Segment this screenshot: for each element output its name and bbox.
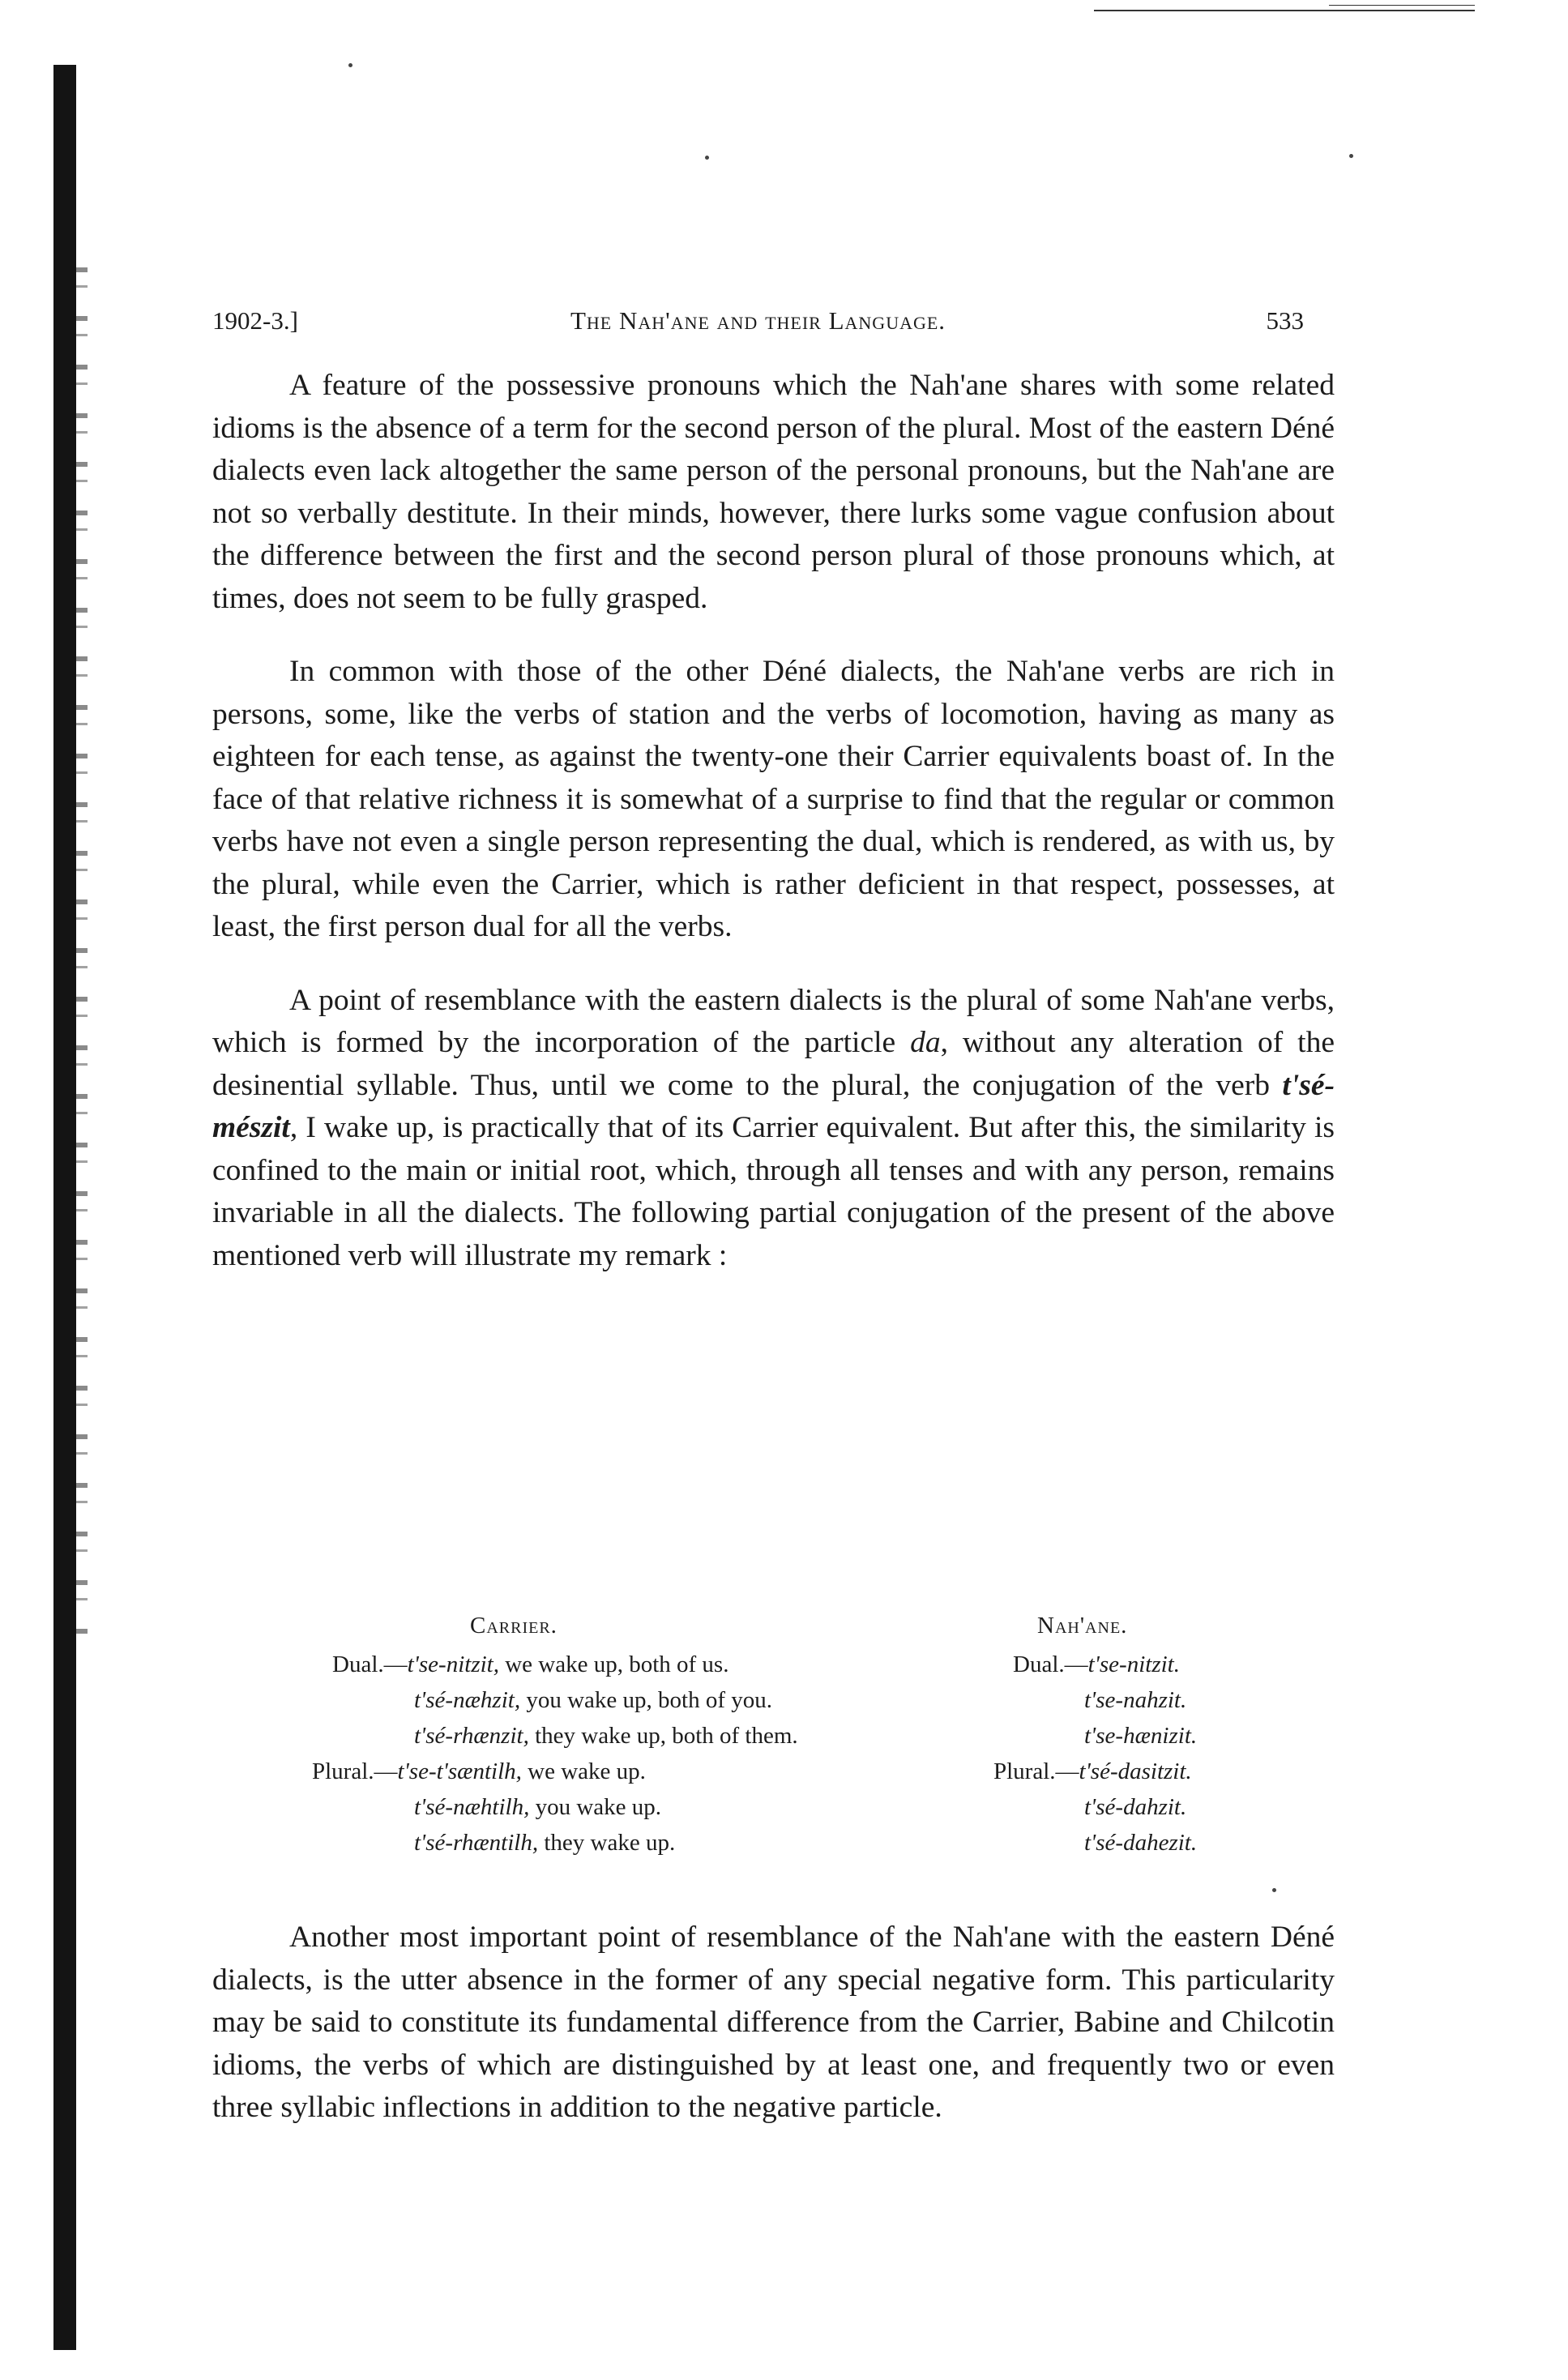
scan-speck xyxy=(1272,1888,1276,1892)
row-label: Dual.— xyxy=(1013,1651,1088,1677)
paragraph-3 xyxy=(212,980,1335,1278)
paragraph-3-text-b: , without any alteration of the desinential syllable. Thus, until we come to the plural, the conjugation of the verb xyxy=(212,1026,1335,1102)
conj-row-nahane xyxy=(993,1758,1192,1785)
running-head xyxy=(212,306,1304,339)
conj-row-carrier xyxy=(332,1651,728,1678)
nahane-heading: Nah'ane. xyxy=(1037,1613,1128,1639)
conj-row-nahane xyxy=(1013,1651,1180,1678)
conj-row-nahane xyxy=(1084,1830,1197,1857)
conj-row-nahane xyxy=(1084,1794,1186,1821)
gloss: we wake up. xyxy=(521,1758,646,1784)
nahane-form: t'sé-dahezit. xyxy=(1084,1830,1198,1856)
carrier-form: t'sé-rhænzit, xyxy=(414,1723,529,1749)
carrier-heading: Carrier. xyxy=(470,1613,558,1639)
gloss: you wake up, both of you. xyxy=(520,1687,772,1713)
particle-da: da xyxy=(910,1026,941,1059)
conj-row-carrier xyxy=(414,1794,661,1821)
scan-speck xyxy=(348,63,352,67)
scan-top-rule-thin xyxy=(1329,5,1475,6)
scan-top-rule xyxy=(1094,10,1475,11)
row-label: Plural.— xyxy=(993,1758,1079,1784)
nahane-form: t'se-hænizit. xyxy=(1084,1723,1198,1749)
conj-row-nahane xyxy=(1084,1687,1186,1714)
nahane-form: t'sé-dasitzit. xyxy=(1079,1758,1192,1784)
gloss: they wake up, both of them. xyxy=(528,1723,798,1749)
header-year: 1902-3.] xyxy=(212,306,298,335)
scan-binding-edge xyxy=(53,65,76,2350)
carrier-form: t'sé-næhzit, xyxy=(414,1687,521,1713)
gloss: you wake up. xyxy=(529,1794,662,1820)
gloss: they wake up. xyxy=(538,1830,676,1856)
scan-speck xyxy=(705,156,709,160)
conj-row-nahane xyxy=(1084,1723,1197,1750)
conjugation-table xyxy=(300,1613,1256,1872)
body-text-lower xyxy=(212,1916,1335,2130)
paragraph-3-text-a: A point of resemblance with the eastern dialects is the plural of some Nah'ane verbs, which is formed by the incorporation of the particle xyxy=(212,983,1335,1059)
carrier-form: t'se-t'sæntilh, xyxy=(397,1758,522,1784)
header-title: The Nah'ane and their Language. xyxy=(570,306,946,335)
page-number: 533 xyxy=(1266,306,1304,335)
conj-row-carrier xyxy=(414,1830,675,1857)
paragraph-1: A feature of the possessive pronouns which the Nah'ane shares with some related idioms is the absence of a term for the second person of the plural. Most of the eastern Déné dialects even lack altogether the same person of the personal pronouns, but the Nah'ane are not so verbally destitute. In their minds, however, there lurks some vague confusion about the difference between the first and the second person plural of those pronouns which, at times, does not seem to be fully grasped. xyxy=(212,369,1335,615)
carrier-form: t'sé-næhtilh, xyxy=(414,1794,530,1820)
scan-speck xyxy=(1349,154,1353,158)
body-text xyxy=(212,365,1335,1277)
conj-row-carrier xyxy=(312,1758,646,1785)
carrier-form: t'se-nitzit, xyxy=(407,1651,499,1677)
row-label: Plural.— xyxy=(312,1758,398,1784)
nahane-form: t'se-nitzit. xyxy=(1087,1651,1180,1677)
verb-tse-meszit: t'sé-mészit xyxy=(212,1068,1335,1144)
paragraph-3-text-c: , I wake up, is practically that of its Carrier equivalent. But after this, the similarity is confined to the main or initial root, which, through all tenses and with any person, remains invariable in all the dialects. The following partial conjugation of the present of the above mentioned verb will illustrate my remark : xyxy=(212,1111,1335,1272)
gloss: we wake up, both of us. xyxy=(498,1651,729,1677)
nahane-form: t'sé-dahzit. xyxy=(1084,1794,1187,1820)
conj-row-carrier xyxy=(414,1687,772,1714)
paragraph-2: In common with those of the other Déné dialects, the Nah'ane verbs are rich in persons, some, like the verbs of station and the verbs of locomotion, having as many as eighteen for each tense, as against the twenty-one their Carrier equivalents boast of. In the face of that relative richness it is somewhat of a surprise to find that the regular or common verbs have not even a single person representing the dual, which is rendered, as with us, by the plural, while even the Carrier, which is rather deficient in that respect, possesses, at least, the first person dual for all the verbs. xyxy=(212,655,1335,943)
paragraph-4: Another most important point of resemblance of the Nah'ane with the eastern Déné dialects, is the utter absence in the former of any special negative form. This particularity may be said to constitute its fundamental difference from the Carrier, Babine and Chilcotin idioms, the verbs of which are distinguished by at least one, and frequently two or even three syllabic inflections in addition to the negative particle. xyxy=(212,1921,1335,2124)
carrier-form: t'sé-rhæntilh, xyxy=(414,1830,539,1856)
row-label: Dual.— xyxy=(332,1651,408,1677)
conj-row-carrier xyxy=(414,1723,798,1750)
scan-edge-noise xyxy=(76,267,88,1645)
nahane-form: t'se-nahzit. xyxy=(1084,1687,1187,1713)
